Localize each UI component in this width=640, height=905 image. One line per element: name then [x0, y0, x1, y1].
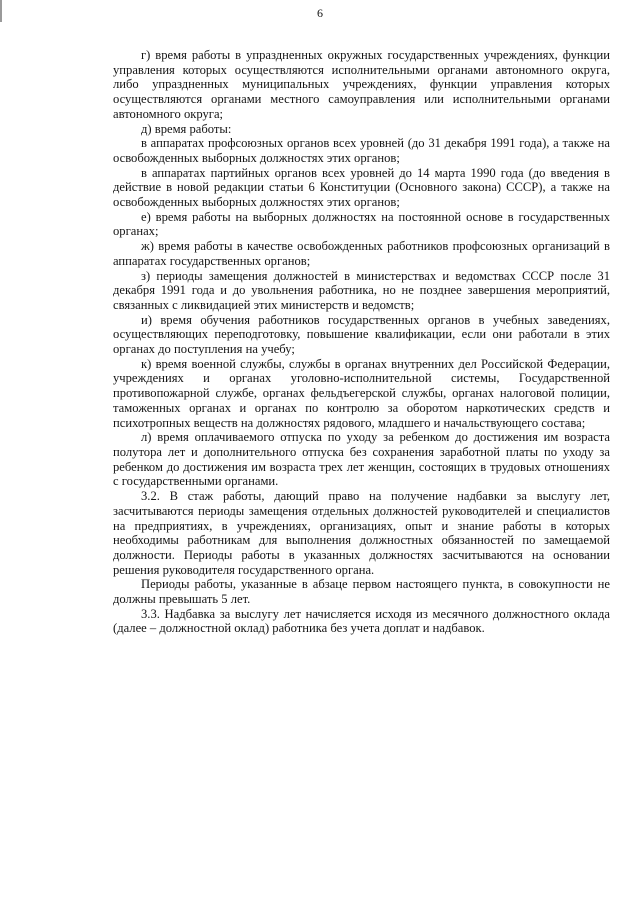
paragraph-z: з) периоды замещения должностей в министерствах и ведомствах СССР после 31 декабря 1991 года и до увольнения работника, но не позднее завершения мероприятий, связанных с ликвидацией этих министерств и ведомств;: [113, 268, 610, 312]
paragraph-d-party: в аппаратах партийных органов всех уровней до 14 марта 1990 года (до введения в действие в новой редакции статьи 6 Конституции (Основного закона) СССР), а также на освобожденных выборных должностях этих органов;: [113, 165, 610, 210]
paragraph-3-2-limit: Периоды работы, указанные в абзаце первом настоящего пункта, в совокупности не должны превышать 5 лет.: [113, 577, 610, 607]
paragraph-l: л) время оплачиваемого отпуска по уходу за ребенком до достижения им возраста полутора лет и дополнительного отпуска без сохранения заработной платы по уходу за ребенком до достижения им возраста трех лет женщин, состоящих в трудовых отношениях с государственными органами.: [113, 430, 610, 489]
paragraph-e: е) время работы на выборных должностях на постоянной основе в государственных органах;: [113, 209, 610, 239]
paragraph-3-2: 3.2. В стаж работы, дающий право на получение надбавки за выслугу лет, засчитываются периоды замещения отдельных должностей руководителей и специалистов на предприятиях, в учреждениях, организациях, опыт и знание работы в которых необходимы работникам для выполнения должностных обязанностей по замещаемой должности. Периоды работы в указанных должностях засчитываются на основании решения руководителя государственного органа.: [113, 489, 610, 577]
paragraph-k: к) время военной службы, службы в органах внутренних дел Российской Федерации, учреждениях и органах уголовно-исполнительной системы, Государственной противопожарной службе, органах фельдъегерской службы, органах налоговой полиции, таможенных органах и органах по контролю за оборотом наркотических средств и психотропных веществ на должностях рядового, младшего и начальствующего состава;: [113, 356, 610, 430]
paragraph-g: г) время работы в упраздненных окружных государственных учреждениях, функции управления которых осуществляются исполнительными органами автономного округа, либо упраздненных муниципальных учреждениях, функции управления которых осуществляются органами местного самоуправления или исполнительными органами автономного округа;: [113, 48, 610, 121]
page-number: 6: [317, 6, 323, 20]
document-body: [113, 48, 610, 636]
paragraph-3-3: 3.3. Надбавка за выслугу лет начисляется исходя из месячного должностного оклада (далее – должностной оклад) работника без учета доплат и надбавок.: [113, 606, 610, 636]
paragraph-d: д) время работы:: [141, 121, 232, 136]
paragraph-i: и) время обучения работников государственных органов в учебных заведениях, осуществляющих переподготовку, повышение квалификации, если они работали в этих органах до поступления на учебу;: [113, 312, 610, 357]
paragraph-d-union: в аппаратах профсоюзных органов всех уровней (до 31 декабря 1991 года), а также на освобожденных выборных должностях этих органов;: [113, 136, 610, 165]
paragraph-zh: ж) время работы в качестве освобожденных работников профсоюзных организаций в аппаратах государственных органов;: [113, 239, 610, 268]
